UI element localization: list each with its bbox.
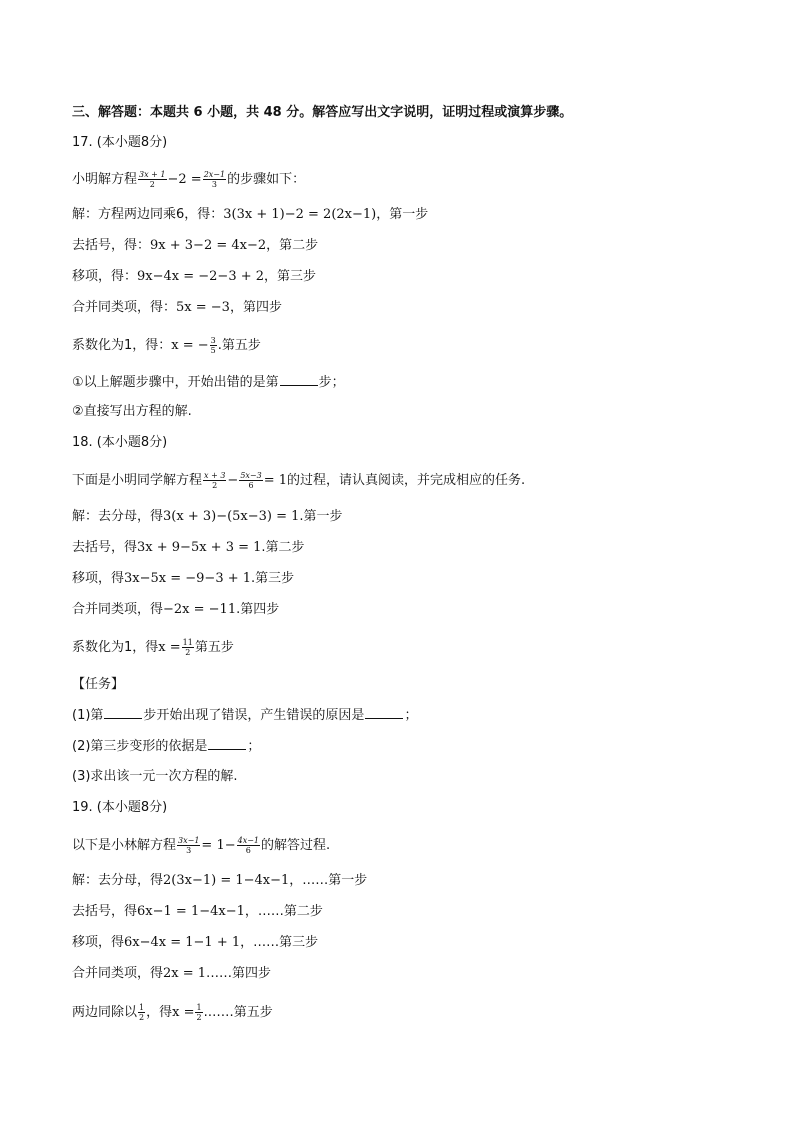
- q18-step-5: [72, 638, 234, 657]
- frac-den: 2: [196, 1013, 202, 1022]
- step-label: 系数化为1，得：: [72, 338, 172, 353]
- step-label: 移项，得: [72, 571, 125, 586]
- frac-den: 2: [185, 648, 191, 657]
- step-equation: −2x = −11: [163, 602, 237, 617]
- frac-num: 3: [210, 336, 216, 345]
- q18-task-3: (3)求出该一元一次方程的解.: [72, 769, 238, 784]
- q18-step-1: [72, 508, 343, 526]
- q17-step-1: [72, 206, 428, 224]
- frac-den: 6: [248, 481, 254, 490]
- q17-intro-prefix: 小明解方程: [72, 172, 138, 187]
- step-label: 移项，得：: [72, 269, 138, 284]
- q18-number: 18. (本小题8分): [72, 435, 168, 450]
- q17-frac1-den: 2: [149, 180, 155, 189]
- q17-intro-mid: −2 =: [167, 172, 202, 187]
- q19-step-4: [72, 965, 271, 983]
- q18-step-3: [72, 570, 294, 588]
- answer-blank[interactable]: [280, 373, 318, 386]
- q18-fraction-1: [203, 471, 226, 490]
- step-tag: ，第三步: [264, 269, 317, 284]
- task-text: (1)第: [72, 708, 104, 723]
- q18-task-2: [72, 737, 260, 756]
- q19-fraction-1: [177, 836, 200, 855]
- frac-num: 3x−1: [178, 836, 200, 845]
- answer-blank[interactable]: [365, 706, 403, 719]
- step-label: 解：去分母，得: [72, 873, 164, 888]
- task-text: (2)第三步变形的依据是: [72, 739, 208, 754]
- step-tag: ，第四步: [229, 300, 282, 315]
- frac-num: 11: [182, 638, 193, 647]
- frac-num: 1: [139, 1003, 145, 1012]
- step-equation: 6x−1 = 1−4x−1: [137, 904, 245, 919]
- step-equation: 2x = 1: [163, 966, 207, 981]
- step-equation: 3x + 9−5x + 3 = 1: [137, 540, 262, 555]
- step-equation: 3x−5x = −9−3 + 1: [124, 571, 252, 586]
- step-tag: .第四步: [236, 602, 280, 617]
- frac-den: 2: [139, 1013, 145, 1022]
- step-text: ，得: [146, 1005, 173, 1020]
- q19-fraction-2: [237, 836, 260, 855]
- task-text: ①以上解题步骤中，开始出错的是第: [72, 375, 279, 390]
- step-equation: x =: [158, 640, 181, 655]
- frac-num: 5x−3: [240, 471, 262, 480]
- step-equation: 3(3x + 1)−2 = 2(2x−1): [223, 207, 377, 222]
- answer-blank[interactable]: [104, 706, 142, 719]
- frac-num: x + 3: [204, 471, 226, 480]
- q18-intro: [72, 471, 525, 490]
- task-text: 步开始出现了错误，产生错误的原因是: [143, 708, 365, 723]
- step-label: 去括号，得：: [72, 238, 151, 253]
- step-tag: .第三步: [251, 571, 295, 586]
- step-tag: ……第四步: [206, 966, 272, 981]
- step-label: 去括号，得: [72, 540, 138, 555]
- q17-frac2-den: 3: [211, 180, 217, 189]
- task-text: ；: [247, 739, 261, 754]
- frac-num: 4x−1: [237, 836, 260, 845]
- step-equation: 6x−4x = 1−1 + 1: [124, 935, 241, 950]
- step-tag: .第一步: [299, 509, 343, 524]
- step-tag: .……第五步: [203, 1005, 273, 1020]
- step-label: 合并同类项，得: [72, 966, 164, 981]
- q19-step-5: [72, 1003, 273, 1022]
- q18-intro-prefix: 下面是小明同学解方程: [72, 473, 203, 488]
- q19-intro-suffix: 的解答过程.: [261, 838, 331, 853]
- q17-intro: [72, 170, 305, 189]
- q17-frac1-num: 3x + 1: [139, 170, 166, 179]
- q18-s5-fraction: [182, 638, 194, 657]
- step-equation: x = −: [171, 338, 209, 353]
- step-label: 合并同类项，得：: [72, 300, 177, 315]
- q17-intro-suffix: 的步骤如下：: [227, 172, 306, 187]
- q18-intro-mid: −: [227, 473, 239, 488]
- step-equation: 5x = −3: [176, 300, 230, 315]
- q19-intro-prefix: 以下是小林解方程: [72, 838, 177, 853]
- step-label: 合并同类项，得: [72, 602, 164, 617]
- frac-num: 1: [196, 1003, 202, 1012]
- q19-step-3: [72, 934, 318, 952]
- q18-step-2: [72, 539, 305, 557]
- task-text: 步；: [318, 375, 345, 390]
- section-heading: 三、解答题：本题共 6 小题，共 48 分。解答应写出文字说明，证明过程或演算步骤。: [72, 105, 573, 120]
- answer-blank[interactable]: [208, 737, 246, 750]
- frac-den: 5: [210, 346, 216, 355]
- step-tag: 第五步: [194, 640, 234, 655]
- q18-task-title: 【任务】: [72, 677, 125, 692]
- step-equation: x =: [172, 1005, 195, 1020]
- q19-step-1: [72, 872, 367, 890]
- step-label: 解：去分母，得: [72, 509, 164, 524]
- step-equation: 9x−4x = −2−3 + 2: [137, 269, 265, 284]
- step-tag: ，第二步: [266, 238, 319, 253]
- step-tag: ，……第一步: [289, 873, 368, 888]
- step-equation: 3(x + 3)−(5x−3) = 1: [163, 509, 300, 524]
- q18-intro-eq: = 1: [263, 473, 288, 488]
- document-page: [72, 0, 732, 1123]
- q17-number: 17. (本小题8分): [72, 135, 168, 150]
- q17-step-4: [72, 299, 282, 317]
- q18-step-4: [72, 601, 279, 619]
- step-tag: ，第一步: [376, 207, 429, 222]
- q19-step-2: [72, 903, 323, 921]
- frac-den: 2: [212, 481, 218, 490]
- step-tag: ，……第二步: [244, 904, 323, 919]
- q18-task-1: [72, 706, 417, 725]
- step-equation: 2(3x−1) = 1−4x−1: [163, 873, 290, 888]
- q19-s5-fraction: [195, 1003, 202, 1022]
- step-label: 两边同除以: [72, 1005, 138, 1020]
- q17-step-2: [72, 237, 318, 255]
- frac-den: 3: [186, 846, 192, 855]
- q19-intro-mid: = 1−: [201, 838, 236, 853]
- step-tag: ，……第三步: [240, 935, 319, 950]
- step-tag: .第二步: [261, 540, 305, 555]
- q17-fraction-1: [138, 170, 166, 189]
- q17-step-3: [72, 268, 316, 286]
- q18-intro-suffix: 的过程，请认真阅读，并完成相应的任务.: [287, 473, 526, 488]
- frac-den: 6: [245, 846, 251, 855]
- q17-task-2: ②直接写出方程的解.: [72, 404, 192, 419]
- task-text: ；: [404, 708, 418, 723]
- q19-s5-divisor-fraction: [138, 1003, 145, 1022]
- step-tag: .第五步: [217, 338, 261, 353]
- q17-s5-fraction: [210, 336, 217, 355]
- step-label: 系数化为1，得: [72, 640, 159, 655]
- q19-intro: [72, 836, 330, 855]
- q17-step-5: [72, 336, 261, 355]
- step-equation: 9x + 3−2 = 4x−2: [150, 238, 267, 253]
- step-label: 去括号，得: [72, 904, 138, 919]
- q19-number: 19. (本小题8分): [72, 800, 168, 815]
- q18-fraction-2: [239, 471, 262, 490]
- step-label: 移项，得: [72, 935, 125, 950]
- q17-frac2-num: 2x−1: [203, 170, 226, 179]
- q17-fraction-2: [203, 170, 226, 189]
- step-label: 解：方程两边同乘6，得：: [72, 207, 224, 222]
- q17-task-1: [72, 373, 345, 392]
